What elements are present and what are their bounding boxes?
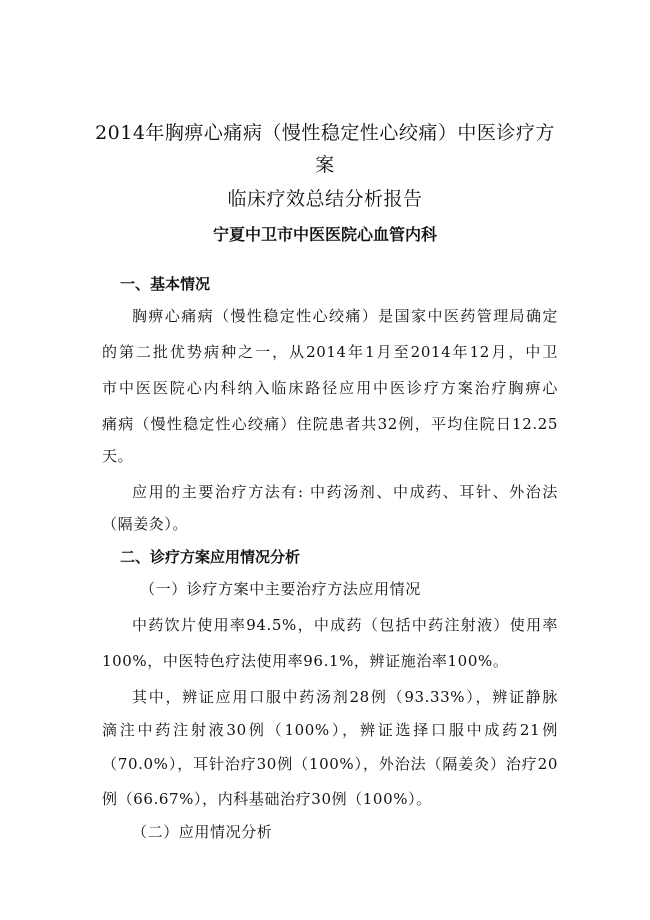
title-line-1: 2014年胸痹心痛病（慢性稳定性心绞痛）中医诊疗方	[95, 122, 555, 144]
paragraph-line: 应用的主要治疗方法有: 中药汤剂、中成药、耳针、外治法	[132, 483, 558, 501]
paragraph-line: 痛病（慢性稳定性心绞痛）住院患者共32例，平均住院日12.25	[102, 415, 558, 433]
paragraph-line: 其中，辨证应用口服中药汤剂28例（93.33%），辨证静脉	[132, 688, 558, 706]
title-line-3: 临床疗效总结分析报告	[227, 188, 423, 210]
subsection-2-heading: （二）应用情况分析	[132, 823, 273, 841]
section-1-heading: 一、基本情况	[120, 275, 211, 293]
paragraph-line: 市中医医院心内科纳入临床路径应用中医诊疗方案治疗胸痹心	[102, 379, 558, 397]
section-2-heading: 二、诊疗方案应用情况分析	[120, 548, 301, 566]
paragraph-line: 天。	[102, 447, 134, 465]
subsection-1-heading: （一）诊疗方案中主要治疗方法应用情况	[140, 580, 421, 598]
paragraph-line: 100%，中医特色疗法使用率96.1%，辨证施治率100%。	[102, 652, 509, 670]
department-subtitle: 宁夏中卫市中医医院心血管内科	[212, 225, 437, 244]
paragraph-line: 中药饮片使用率94.5%，中成药（包括中药注射液）使用率	[132, 616, 558, 634]
paragraph-line: （70.0%），耳针治疗30例（100%），外治法（隔姜灸）治疗20	[102, 755, 558, 773]
paragraph-line: （隔姜灸）。	[102, 515, 189, 533]
title-line-2: 案	[315, 154, 335, 176]
paragraph-line: 滴注中药注射液30例（100%），辨证选择口服中成药21例	[102, 721, 558, 739]
paragraph-line: 的第二批优势病种之一，从2014年1月至2014年12月，中卫	[102, 343, 558, 361]
paragraph-line: 胸痹心痛病（慢性稳定性心绞痛）是国家中医药管理局确定	[132, 307, 558, 325]
paragraph-line: 例（66.67%），内科基础治疗30例（100%）。	[102, 790, 432, 808]
